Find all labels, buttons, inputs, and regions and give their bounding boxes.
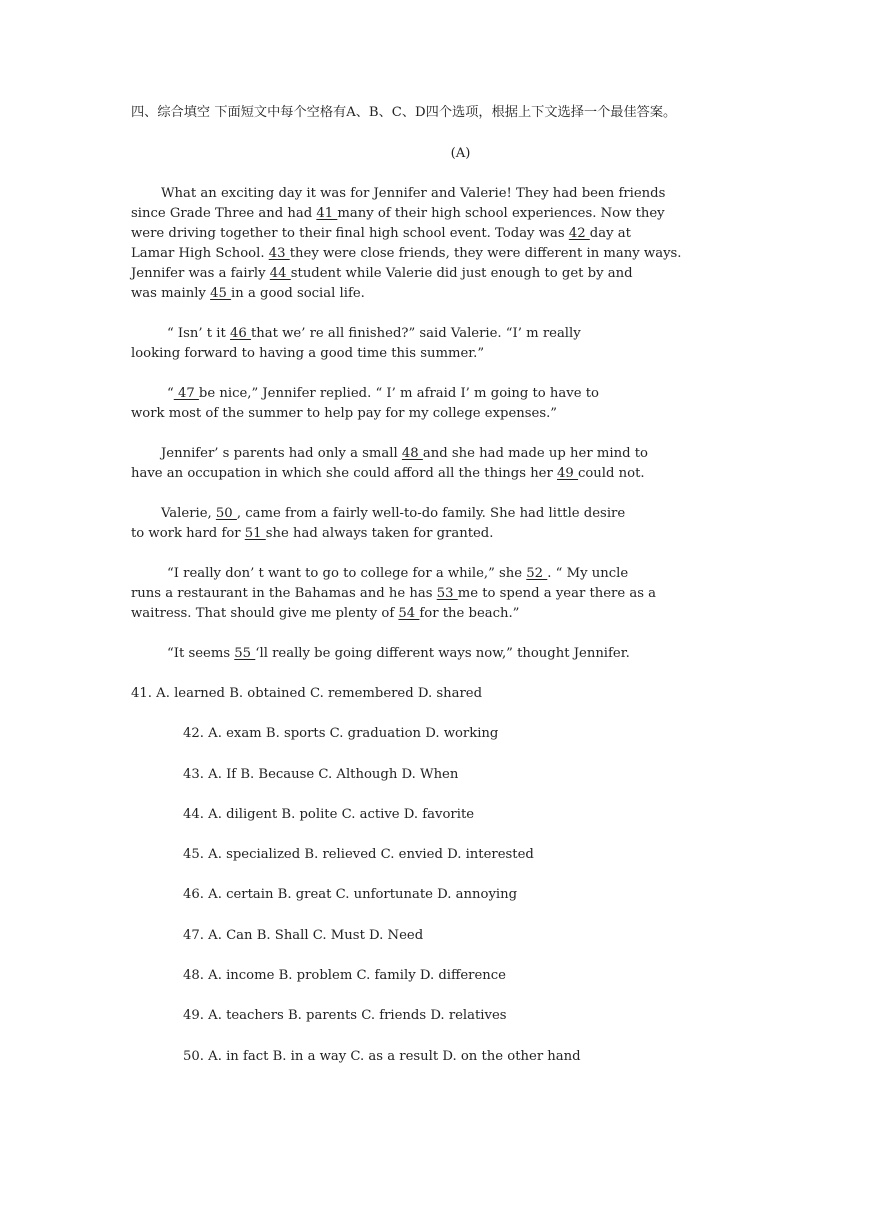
passage-line [95, 404, 746, 424]
passage-text: were driving together to their final high school event. Today was [131, 226, 569, 241]
passage-text: they were close friends, they were different in many ways. [289, 246, 682, 261]
blank-41: 41 [316, 206, 338, 221]
blank-46: 46 [230, 326, 251, 341]
passage-line [131, 564, 746, 584]
passage-text: to work hard for [131, 526, 245, 541]
blank-47: 47 [173, 386, 199, 401]
passage-text: she had always taken for granted. [265, 526, 494, 541]
passage-text: in a good social life. [231, 286, 365, 301]
passage-line [95, 584, 746, 604]
passage-line [101, 524, 746, 544]
passage-text: be nice,” Jennifer replied. “ I’ m afraid I’ m going to have to [198, 386, 599, 401]
passage-text: looking forward to having a good time this summer.” [131, 346, 485, 361]
blank-51: 51 [244, 526, 266, 541]
passage-text: and she had made up her mind to [422, 446, 648, 461]
blank-42: 42 [568, 226, 590, 241]
passage-line [131, 324, 746, 344]
passage-line [101, 224, 746, 244]
section-instruction: 四、综合填空 下面短文中每个空格有A、B、C、D四个选项，根据上下文选择一个最佳答案。 [131, 105, 677, 120]
blank-53: 53 [436, 586, 458, 601]
section-label: (A) [450, 146, 471, 161]
passage-paragraph-4 [131, 444, 746, 484]
passage-text: “ Isn’ t it [167, 326, 230, 341]
blank-44: 44 [269, 266, 291, 281]
passage-text: “I really don’ t want to go to college for a while,” she [167, 566, 527, 581]
passage-line [131, 184, 746, 204]
blank-52: 52 [526, 566, 548, 581]
passage-text: Valerie, [161, 506, 216, 521]
passage-paragraph-6 [131, 564, 746, 624]
blank-43: 43 [268, 246, 290, 261]
option-row-42: 42. A. exam B. sports C. graduation D. working [183, 726, 499, 742]
passage-text: work most of the summer to help pay for my college expenses.” [131, 406, 558, 421]
passage-line [101, 264, 746, 284]
passage-text: ‘ll really be going different ways now,” thought Jennifer. [255, 646, 630, 661]
passage-text: have an occupation in which she could afford all the things her [131, 466, 557, 481]
option-row-41: 41. A. learned B. obtained C. remembered D. shared [131, 686, 483, 701]
option-row-47: 47. A. Can B. Shall C. Must D. Need [183, 927, 424, 943]
passage-paragraph-2 [131, 324, 746, 364]
blank-49: 49 [557, 466, 578, 481]
passage-text: for the beach.” [419, 606, 520, 621]
passage-text: waitress. That should give me plenty of [131, 606, 399, 621]
option-row-43: 43. A. If B. Because C. Although D. When [183, 766, 459, 782]
passage-line [131, 644, 746, 664]
option-row-49: 49. A. teachers B. parents C. friends D. relatives [183, 1008, 507, 1024]
passage-paragraph-1 [131, 184, 746, 304]
passage-text: me to spend a year there as a [457, 586, 657, 601]
option-row-50: 50. A. in fact B. in a way C. as a result D. on the other hand [183, 1048, 581, 1064]
passage-line [101, 244, 746, 264]
passage-text: . “ My uncle [547, 566, 629, 581]
passage-text: was mainly [131, 286, 211, 301]
passage-line [101, 464, 746, 484]
passage-text: could not. [577, 466, 645, 481]
passage-text: student while Valerie did just enough to get by and [290, 266, 633, 281]
option-row-44: 44. A. diligent B. polite C. active D. favorite [183, 806, 475, 822]
passage-text: since Grade Three and had [131, 206, 317, 221]
passage-line [95, 344, 746, 364]
passage-text: Jennifer was a fairly [131, 266, 270, 281]
passage-line [131, 384, 746, 404]
blank-50: 50 [215, 506, 237, 521]
blank-45: 45 [210, 286, 232, 301]
passage-text: day at [589, 226, 631, 241]
option-row-48: 48. A. income B. problem C. family D. difference [183, 968, 506, 984]
passage-text: runs a restaurant in the Bahamas and he has [131, 586, 437, 601]
passage-text: “It seems [167, 646, 235, 661]
passage-text: Jennifer’ s parents had only a small [161, 446, 402, 461]
passage-line [101, 284, 746, 304]
blank-54: 54 [398, 606, 420, 621]
passage-line [131, 504, 746, 524]
option-row-45: 45. A. specialized B. relieved C. envied D. interested [183, 847, 534, 863]
passage-line [101, 204, 746, 224]
blank-55: 55 [234, 646, 256, 661]
passage-text: that we’ re all finished?” said Valerie. “I’ m really [250, 326, 581, 341]
passage-line [131, 444, 746, 464]
passage-text: What an exciting day it was for Jennifer and Valerie! They had been friends [161, 186, 666, 201]
passage-paragraph-3 [131, 384, 746, 424]
passage-text: “ [167, 386, 174, 401]
option-row-46: 46. A. certain B. great C. unfortunate D. annoying [183, 887, 518, 903]
passage-line [95, 604, 746, 624]
passage-text: , came from a fairly well-to-do family. She had little desire [236, 506, 626, 521]
answer-options [131, 684, 746, 1067]
passage-paragraph-7 [131, 644, 746, 664]
passage-text: Lamar High School. [131, 246, 269, 261]
passage-paragraph-5 [131, 504, 746, 544]
document-page [131, 103, 746, 1067]
blank-48: 48 [401, 446, 423, 461]
passage-text: many of their high school experiences. Now they [337, 206, 665, 221]
